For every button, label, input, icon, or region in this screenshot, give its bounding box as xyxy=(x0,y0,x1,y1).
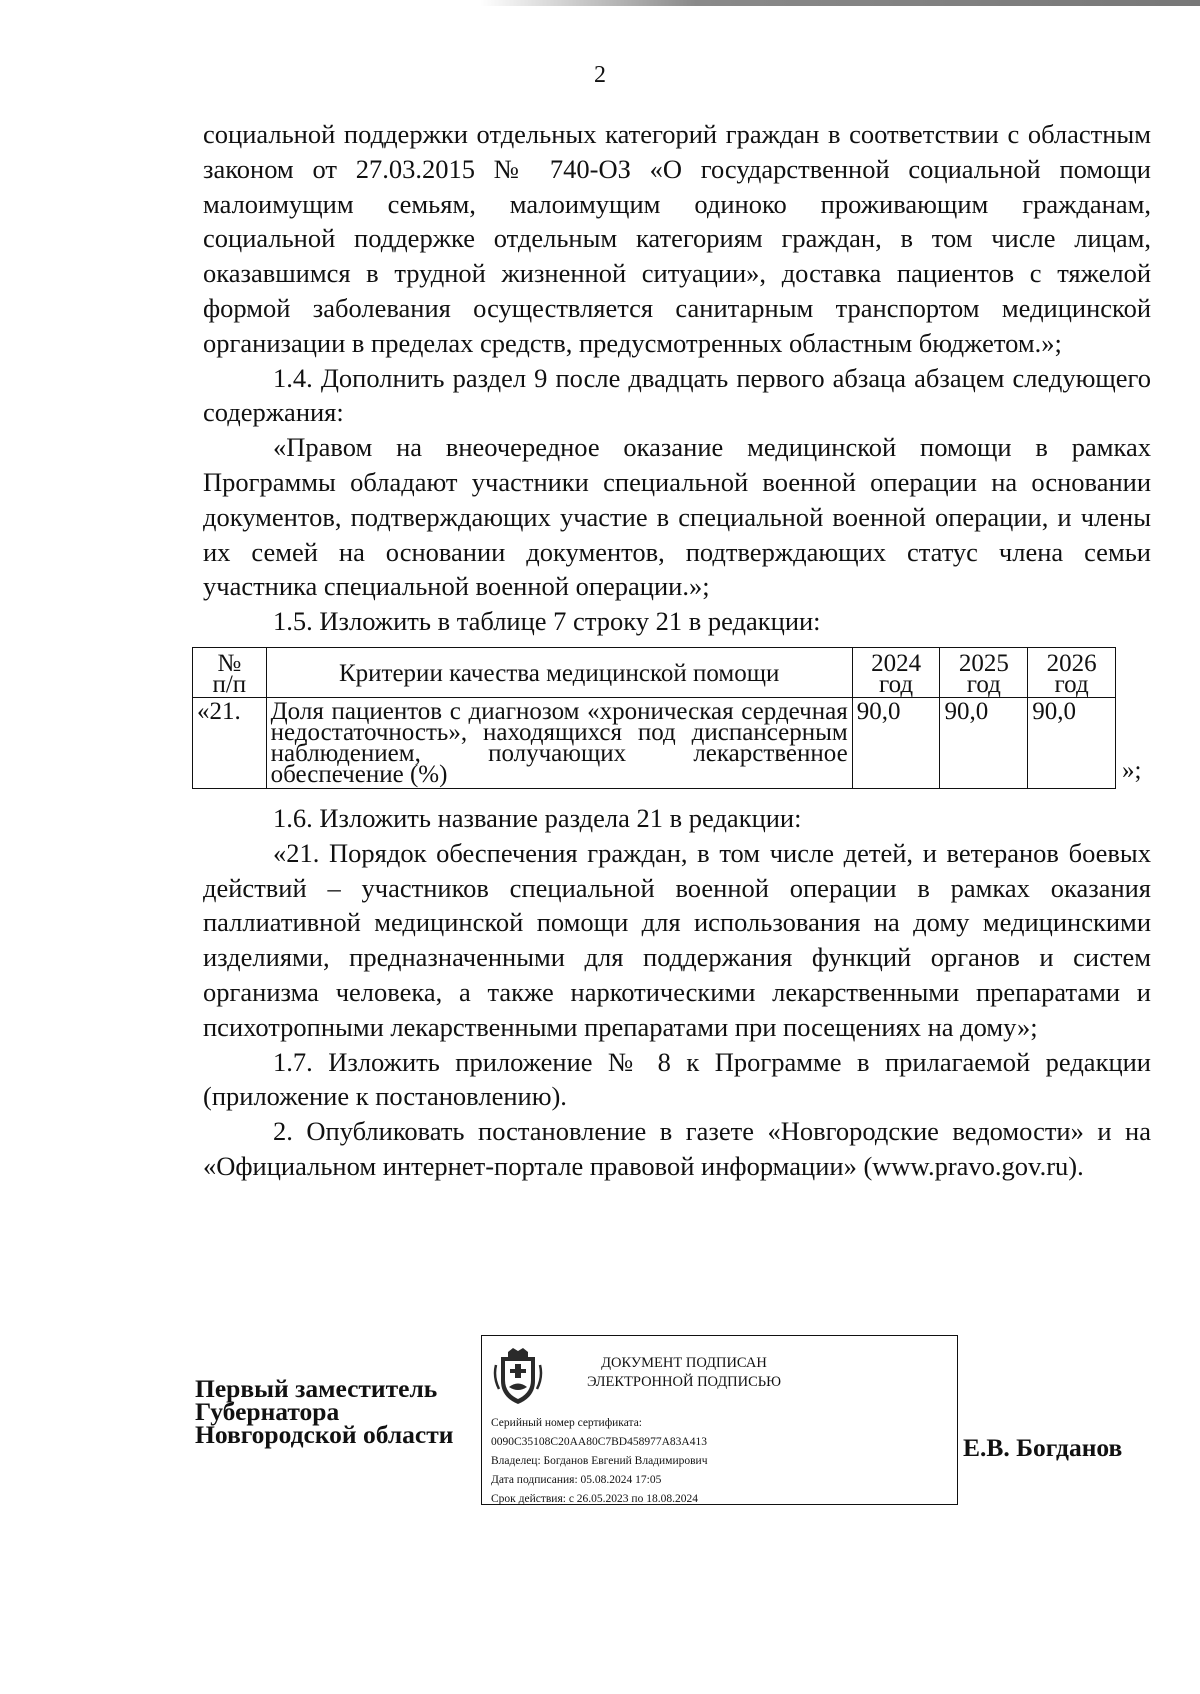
stamp-serial-label: Серийный номер сертификата: xyxy=(491,1417,642,1429)
stamp-title-line: ДОКУМЕНТ ПОДПИСАН xyxy=(601,1355,767,1371)
stamp-serial-value: 0090C35108C20AA80C7BD458977A83A413 xyxy=(491,1436,707,1448)
table-row xyxy=(193,697,1116,788)
stamp-validity: Срок действия: с 26.05.2023 по 18.08.2024 xyxy=(491,1493,698,1505)
stamp-details xyxy=(491,1414,707,1509)
signer-position-line: Новгородской области xyxy=(195,1420,454,1449)
signer-position-line: Первый заместитель xyxy=(195,1374,438,1403)
stamp-title-line: ЭЛЕКТРОННОЙ ПОДПИСЬЮ xyxy=(586,1374,782,1390)
criteria-table-wrapper xyxy=(192,647,1151,789)
table-header-row xyxy=(193,647,1116,697)
header-year-2024-value: 2024 xyxy=(871,649,922,677)
paragraph-2-publish: 2. Опубликовать постановление в газете «Новгородские ведомости» и на «Официальном интернет-портале правовой информации» (www.pravo.gov.ru). xyxy=(203,1116,1151,1181)
document-body xyxy=(197,117,1151,1184)
row-value-2025: 90,0 xyxy=(940,697,1028,788)
header-year-2026-word: год xyxy=(1054,670,1089,698)
page-number: 2 xyxy=(594,62,606,88)
electronic-signature-stamp xyxy=(481,1335,958,1505)
header-year-2024 xyxy=(852,647,940,697)
signer-position-line: Губернатора xyxy=(195,1397,340,1426)
signer-position xyxy=(195,1374,454,1449)
header-number-sign: № xyxy=(217,649,242,677)
paragraph-continuation: социальной поддержки отдельных категорий граждан в соответствии с областным законом от 27.03.2015 № 740-ОЗ «О государственной социальной помощи малоимущим семьям, малоимущим одиноко проживающим гражданам, социальной поддержке отдельным категориям граждан, в том числе лицам, оказавшимся в трудной жизненной ситуации», доставка пациентов с тяжелой формой заболевания осуществляется санитарным транспортом медицинской организации в пределах средств, предусмотренных областным бюджетом.»; xyxy=(203,119,1151,358)
stamp-owner: Владелец: Богданов Евгений Владимирович xyxy=(491,1455,708,1467)
row-value-2026: 90,0 xyxy=(1028,697,1116,788)
paragraph-1-4: 1.4. Дополнить раздел 9 после двадцать первого абзаца абзацем следующего содержания: xyxy=(203,362,1151,428)
paragraph-1-7: 1.7. Изложить приложение № 8 к Программе в прилагаемой редакции (приложение к постановлению). xyxy=(203,1046,1151,1112)
header-criterion: Критерии качества медицинской помощи xyxy=(266,647,852,697)
row-value-2024: 90,0 xyxy=(852,697,940,788)
paragraph-section-21-title: «21. Порядок обеспечения граждан, в том числе детей, и ветеранов боевых действий – участников специальной военной операции в рамках оказания паллиативной медицинской помощи для использования на дому медицинскими изделиями, предназначенными для поддержания функций органов и систем организма человека, а также наркотическими лекарственными препаратами и психотропными лекарственными препаратами при посещениях на дому»; xyxy=(203,837,1151,1042)
paragraph-quoted-right: «Правом на внеочередное оказание медицинской помощи в рамках Программы обладают участники специальной военной операции на основании документов, подтверждающих участие в специальной военной операции, и члены их семей на основании документов, подтверждающих статус члена семьи участника специальной военной операции.»; xyxy=(203,432,1151,602)
signature-block xyxy=(0,1335,1200,1515)
stamp-title xyxy=(564,1354,804,1392)
header-year-2025 xyxy=(940,647,1028,697)
coat-of-arms-icon xyxy=(493,1347,543,1407)
header-year-2025-value: 2025 xyxy=(958,649,1009,677)
header-year-2024-word: год xyxy=(879,670,914,698)
scan-top-edge xyxy=(480,0,1200,6)
header-number-pp: п/п xyxy=(212,670,247,698)
signer-name: Е.В. Богданов xyxy=(963,1433,1123,1462)
header-number xyxy=(193,647,267,697)
paragraph-1-6: 1.6. Изложить название раздела 21 в редакции: xyxy=(273,802,802,833)
header-year-2026-value: 2026 xyxy=(1046,649,1097,677)
paragraph-1-5: 1.5. Изложить в таблице 7 строку 21 в редакции: xyxy=(273,606,821,637)
criteria-table xyxy=(192,647,1116,789)
row-number: «21. xyxy=(193,697,267,788)
header-year-2026 xyxy=(1028,647,1116,697)
stamp-signed-date: Дата подписания: 05.08.2024 17:05 xyxy=(491,1474,662,1486)
table-closing-quote: »; xyxy=(1122,757,1142,785)
row-criterion: Доля пациентов с диагнозом «хроническая сердечная недостаточность», находящихся под диспансерным наблюдением, получающих лекарственное обеспечение (%) xyxy=(266,697,852,788)
header-year-2025-word: год xyxy=(966,670,1001,698)
